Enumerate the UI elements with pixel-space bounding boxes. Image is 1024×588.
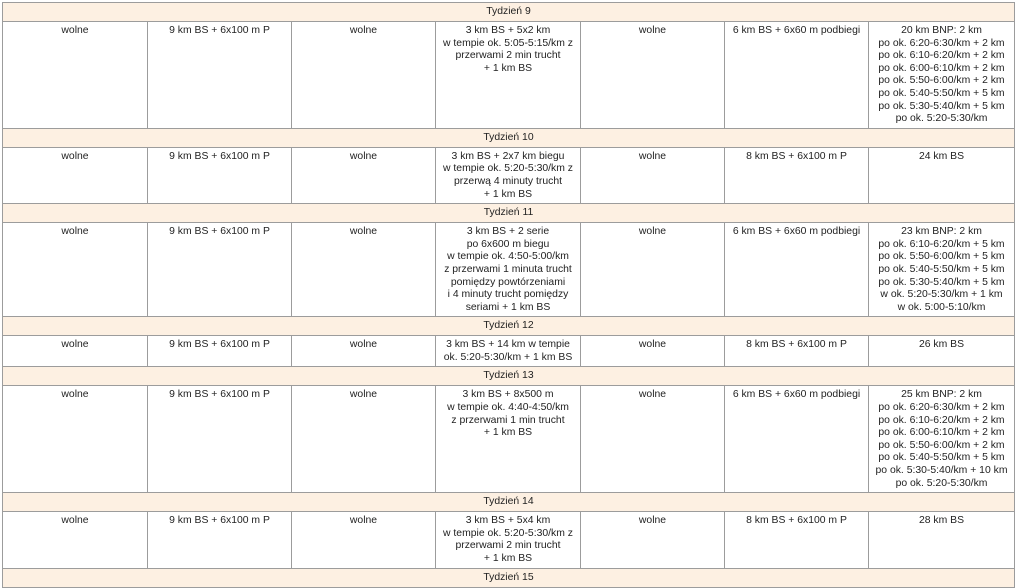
workout-line: 9 km BS + 6x100 m P <box>169 25 270 36</box>
workout-line: po ok. 5:30-5:40/km + 5 km <box>878 100 1005 112</box>
workout-cell-day-7 <box>869 147 1015 203</box>
workout-cell-day-6 <box>725 147 869 203</box>
workout-cell-day-1 <box>3 223 148 317</box>
workout-line: po ok. 5:50-6:00/km + 2 km <box>878 439 1005 451</box>
workout-line: + 1 km BS <box>483 188 533 200</box>
table-row <box>3 386 1015 493</box>
workout-line: wolne <box>349 515 378 527</box>
workout-line: + 1 km BS <box>483 62 533 74</box>
workout-line: 3 km BS + 5x4 km <box>465 515 551 527</box>
workout-cell-day-1 <box>3 386 148 493</box>
workout-cell-day-4 <box>436 223 581 317</box>
workout-line: z przerwami 1 min trucht <box>451 414 565 426</box>
workout-line: ok. 5:20-5:30/km + 1 km BS <box>443 351 573 363</box>
table-row <box>3 512 1015 568</box>
training-table <box>2 2 1015 588</box>
workout-line: w tempie ok. 4:40-4:50/km <box>447 402 569 414</box>
workout-line: 9 km BS + 6x100 m P <box>169 389 270 401</box>
training-table-body <box>3 3 1015 588</box>
workout-line: wolne <box>349 389 378 401</box>
week-header-row <box>3 3 1015 22</box>
workout-line: wolne <box>638 389 667 401</box>
workout-line: w tempie ok. 5:20-5:30/km z <box>443 163 573 175</box>
week-header: Tydzień 11 <box>3 204 1015 223</box>
workout-line: i 4 minuty trucht pomiędzy <box>447 289 569 301</box>
workout-cell-day-5 <box>581 336 725 367</box>
workout-line: po ok. 5:50-6:00/km + 5 km <box>878 251 1005 263</box>
workout-cell-day-6 <box>725 223 869 317</box>
workout-cell-day-2 <box>148 386 292 493</box>
workout-cell-day-5 <box>581 223 725 317</box>
workout-cell-day-1 <box>3 512 148 568</box>
workout-line: wolne <box>349 226 378 238</box>
workout-line: po ok. 5:50-6:00/km + 2 km <box>878 75 1005 87</box>
week-header: Tydzień 10 <box>3 128 1015 147</box>
workout-line: wolne <box>638 515 667 527</box>
workout-line: 23 km BNP: 2 km <box>901 226 982 238</box>
workout-line: w tempie ok. 5:20-5:30/km z <box>443 527 573 539</box>
workout-line: 6 km BS + 6x60 m podbiegi <box>732 389 861 401</box>
workout-line: wolne <box>638 339 667 351</box>
workout-cell-day-5 <box>581 386 725 493</box>
workout-cell-day-2 <box>148 336 292 367</box>
workout-cell-day-1 <box>3 336 148 367</box>
table-row <box>3 22 1015 129</box>
workout-cell-day-4 <box>436 22 581 129</box>
workout-cell-day-6 <box>725 386 869 493</box>
workout-cell-day-7 <box>869 386 1015 493</box>
week-header: Tydzień 15 <box>3 568 1015 587</box>
workout-line: w tempie ok. 4:50-5:00/km <box>447 251 569 263</box>
workout-cell-day-4 <box>436 336 581 367</box>
workout-line: 6 km BS + 6x60 m podbiegi <box>732 226 861 238</box>
workout-cell-day-7 <box>869 223 1015 317</box>
workout-line: z przerwami 1 minuta trucht <box>444 263 572 275</box>
workout-line: 25 km BNP: 2 km <box>901 389 982 401</box>
workout-line: 8 km BS + 6x100 m P <box>746 339 847 351</box>
workout-line: przerwami 2 min trucht <box>455 50 561 62</box>
workout-line: przerwami 2 min trucht <box>455 540 561 552</box>
workout-line: 3 km BS + 14 km w tempie <box>446 339 570 351</box>
workout-line: wolne <box>349 25 378 36</box>
workout-cell-day-3 <box>292 22 436 129</box>
week-header-row <box>3 568 1015 587</box>
workout-line: po ok. 6:00-6:10/km + 2 km <box>878 62 1005 74</box>
workout-line: 24 km BS <box>918 150 965 162</box>
workout-line: + 1 km BS <box>483 553 533 564</box>
workout-line: po ok. 6:10-6:20/km + 5 km <box>878 238 1005 250</box>
workout-line: po ok. 5:40-5:50/km + 5 km <box>878 452 1005 464</box>
workout-cell-day-7 <box>869 512 1015 568</box>
workout-line: wolne <box>638 226 667 238</box>
workout-line: wolne <box>638 150 667 162</box>
workout-line: 8 km BS + 6x100 m P <box>746 515 847 527</box>
workout-line: 6 km BS + 6x60 m podbiegi <box>732 25 861 36</box>
workout-cell-day-5 <box>581 22 725 129</box>
workout-line: po ok. 6:00-6:10/km + 2 km <box>878 427 1005 439</box>
week-header-row <box>3 204 1015 223</box>
workout-line: wolne <box>61 389 89 401</box>
workout-line: po ok. 5:20-5:30/km <box>895 477 988 489</box>
week-header-row <box>3 317 1015 336</box>
workout-line: 9 km BS + 6x100 m P <box>169 226 270 238</box>
workout-line: wolne <box>61 226 89 238</box>
workout-line: wolne <box>61 515 89 527</box>
workout-line: 28 km BS <box>918 515 965 527</box>
training-plan <box>2 2 1015 588</box>
workout-cell-day-2 <box>148 512 292 568</box>
workout-line: wolne <box>61 339 89 351</box>
week-header-row <box>3 128 1015 147</box>
workout-cell-day-4 <box>436 512 581 568</box>
workout-cell-day-1 <box>3 147 148 203</box>
week-header-row <box>3 367 1015 386</box>
workout-line: 3 km BS + 2x7 km biegu <box>451 150 565 162</box>
workout-cell-day-2 <box>148 223 292 317</box>
workout-line: po ok. 5:30-5:40/km + 10 km <box>875 465 1008 477</box>
workout-line: seriami + 1 km BS <box>465 301 551 313</box>
workout-line: po ok. 6:10-6:20/km + 2 km <box>878 50 1005 62</box>
workout-line: 26 km BS <box>918 339 965 351</box>
workout-line: 9 km BS + 6x100 m P <box>169 515 270 527</box>
workout-line: po 6x600 m biegu <box>466 238 550 250</box>
table-row <box>3 336 1015 367</box>
workout-line: 8 km BS + 6x100 m P <box>746 150 847 162</box>
workout-line: wolne <box>61 25 89 36</box>
workout-cell-day-7 <box>869 22 1015 129</box>
week-header: Tydzień 14 <box>3 493 1015 512</box>
workout-cell-day-6 <box>725 512 869 568</box>
week-header-row <box>3 493 1015 512</box>
workout-line: wolne <box>349 150 378 162</box>
workout-line: po ok. 6:20-6:30/km + 2 km <box>878 37 1005 49</box>
workout-cell-day-3 <box>292 147 436 203</box>
table-row <box>3 223 1015 317</box>
workout-cell-day-7 <box>869 336 1015 367</box>
workout-line: po ok. 6:10-6:20/km + 2 km <box>878 414 1005 426</box>
workout-cell-day-3 <box>292 512 436 568</box>
workout-cell-day-3 <box>292 223 436 317</box>
workout-line: + 1 km BS <box>483 427 533 439</box>
workout-cell-day-2 <box>148 22 292 129</box>
workout-line: 3 km BS + 8x500 m <box>462 389 554 401</box>
workout-line: po ok. 6:20-6:30/km + 2 km <box>878 402 1005 414</box>
workout-cell-day-1 <box>3 22 148 129</box>
workout-cell-day-6 <box>725 22 869 129</box>
workout-line: w tempie ok. 5:05-5:15/km z <box>443 37 573 49</box>
workout-line: pomiędzy powtórzeniami <box>450 276 566 288</box>
workout-line: w ok. 5:20-5:30/km + 1 km <box>880 289 1003 301</box>
workout-line: 3 km BS + 5x2 km <box>465 25 551 36</box>
workout-cell-day-3 <box>292 386 436 493</box>
workout-line: wolne <box>638 25 667 36</box>
workout-line: przerwą 4 minuty trucht <box>454 175 562 187</box>
workout-line: po ok. 5:40-5:50/km + 5 km <box>878 87 1005 99</box>
workout-line: po ok. 5:20-5:30/km <box>895 113 988 125</box>
workout-line: w ok. 5:00-5:10/km <box>897 301 986 313</box>
workout-cell-day-4 <box>436 147 581 203</box>
workout-line: 9 km BS + 6x100 m P <box>169 150 270 162</box>
week-header: Tydzień 12 <box>3 317 1015 336</box>
workout-cell-day-6 <box>725 336 869 367</box>
workout-line: 3 km BS + 2 serie <box>466 226 550 238</box>
week-header: Tydzień 9 <box>3 3 1015 22</box>
workout-cell-day-3 <box>292 336 436 367</box>
workout-cell-day-5 <box>581 147 725 203</box>
workout-line: po ok. 5:40-5:50/km + 5 km <box>878 263 1005 275</box>
workout-cell-day-5 <box>581 512 725 568</box>
workout-line: 20 km BNP: 2 km <box>901 25 982 36</box>
workout-line: po ok. 5:30-5:40/km + 5 km <box>878 276 1005 288</box>
table-row <box>3 147 1015 203</box>
workout-cell-day-2 <box>148 147 292 203</box>
workout-cell-day-4 <box>436 386 581 493</box>
workout-line: 9 km BS + 6x100 m P <box>169 339 270 351</box>
workout-line: wolne <box>61 150 89 162</box>
week-header: Tydzień 13 <box>3 367 1015 386</box>
workout-line: wolne <box>349 339 378 351</box>
